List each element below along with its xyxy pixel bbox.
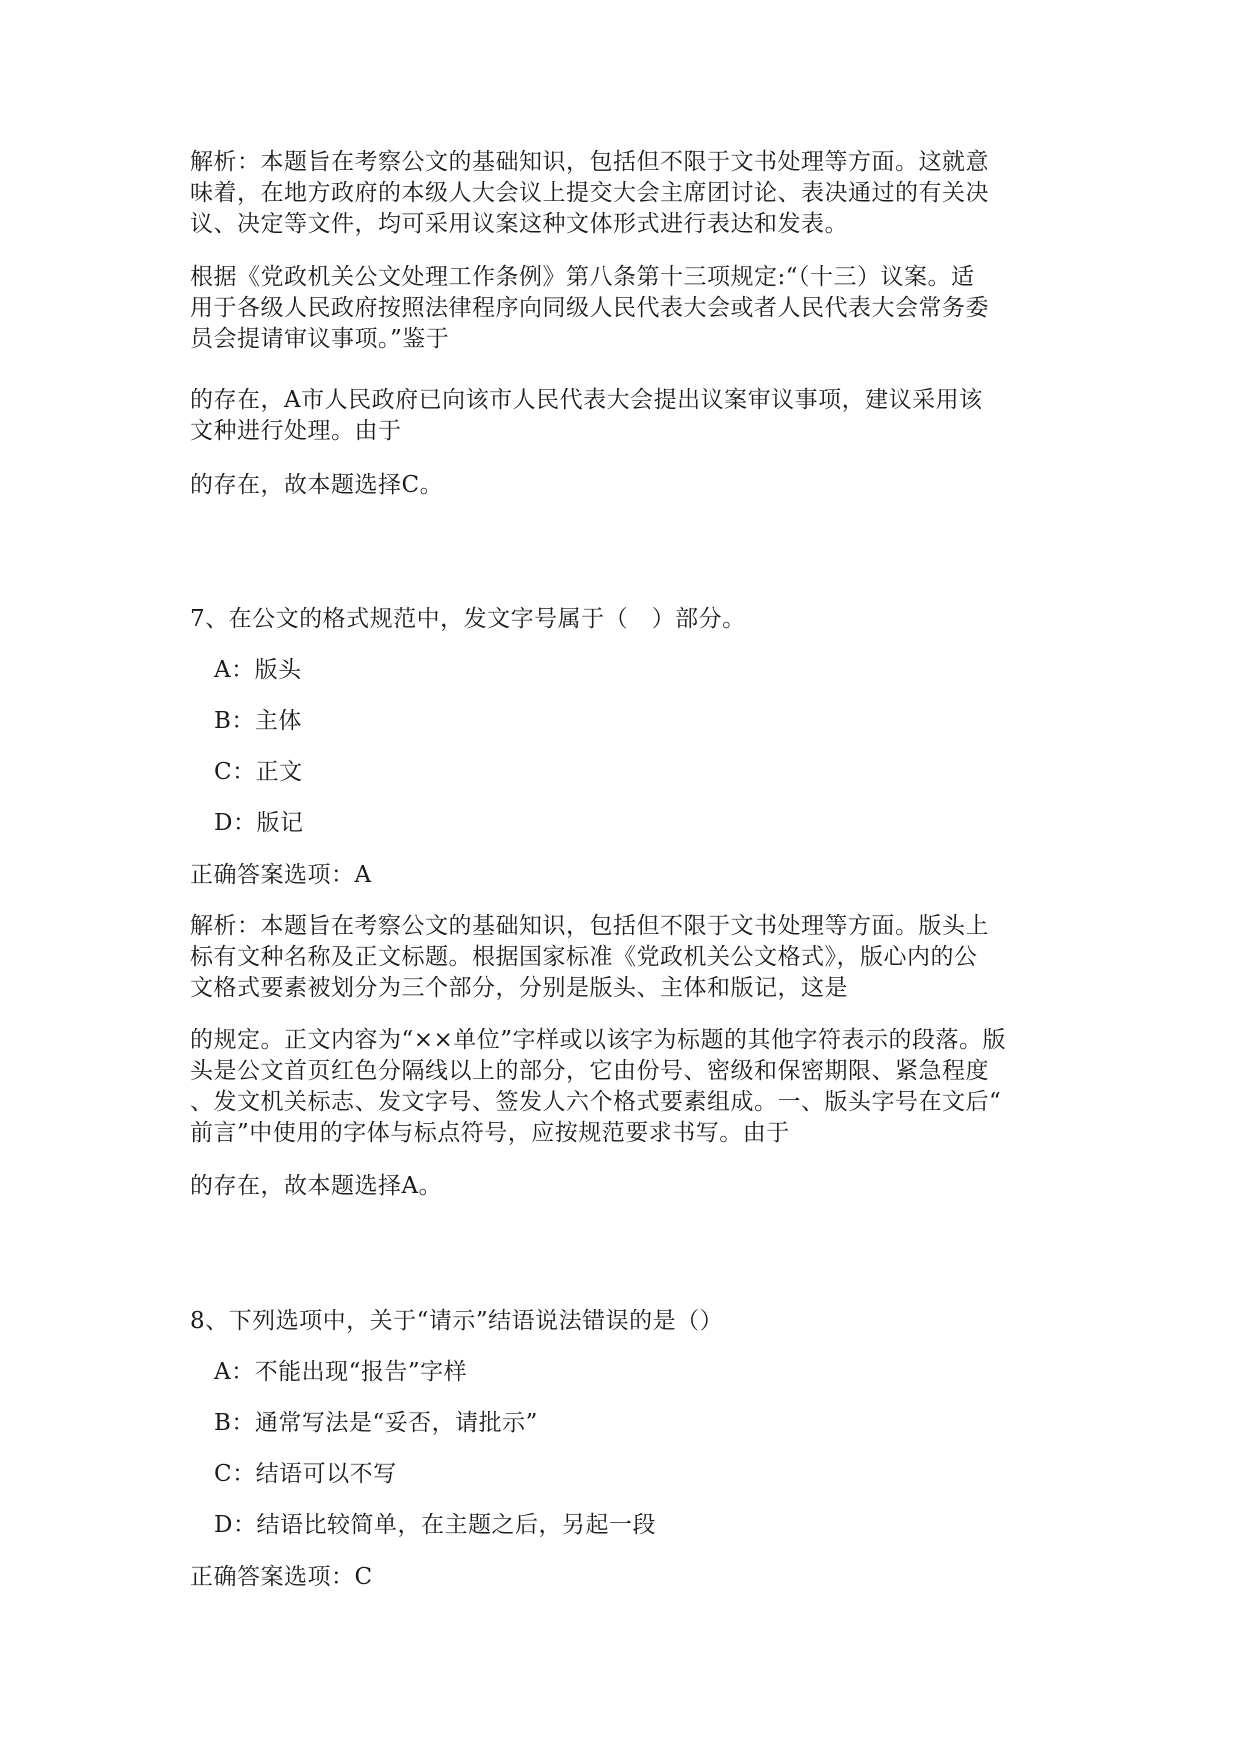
question-text: 8、下列选项中，关于“请示”结语说法错误的是（）: [190, 1308, 724, 1334]
text-line: 前言”中使用的字体与标点符号，应按规范要求书写。由于: [190, 1120, 790, 1146]
q8-question: [190, 1306, 1050, 1337]
text-line: 的规定。正文内容为“××单位”字样或以该字为标题的其他字符表示的段落。版: [190, 1027, 1007, 1053]
text-line: 味着，在地方政府的本级人大会议上提交大会主席团讨论、表决通过的有关决: [190, 180, 989, 206]
q6-existence-paragraph: [190, 385, 1050, 447]
q7-option-c: C：正文: [214, 759, 303, 785]
text-line: 解析：本题旨在考察公文的基础知识，包括但不限于文书处理等方面。版头上: [190, 913, 989, 939]
q8-option-c: C：结语可以不写: [214, 1461, 397, 1487]
text-line: 用于各级人民政府按照法律程序向同级人民代表大会或者人民代表大会常务委: [190, 295, 989, 321]
text-line: 解析：本题旨在考察公文的基础知识，包括但不限于文书处理等方面。这就意: [190, 149, 989, 175]
text-line: 的存在，故本题选择C。: [190, 472, 444, 498]
text-line: 文格式要素被划分为三个部分，分别是版头、主体和版记，这是: [190, 975, 848, 1001]
text-line: 议、决定等文件，均可采用议案这种文体形式进行表达和发表。: [190, 211, 848, 237]
q8-option-b: B：通常写法是“妥否，请批示”: [214, 1410, 538, 1436]
answer-text: 正确答案选项：A: [190, 862, 372, 888]
text-line: 、发文机关标志、发文字号、签发人六个格式要素组成。一、版头字号在文后“: [190, 1089, 1002, 1115]
q7-answer: [190, 860, 1050, 891]
text-line: 标有文种名称及正文标题。根据国家标准《党政机关公文格式》，版心内的公: [190, 944, 978, 970]
text-line: 员会提请审议事项。”鉴于: [190, 326, 450, 352]
q8-option-d: D：结语比较简单，在主题之后，另起一段: [214, 1512, 656, 1538]
q8-option-a: A：不能出现“报告”字样: [214, 1359, 468, 1385]
text-line: 文种进行处理。由于: [190, 418, 402, 444]
q6-analysis-paragraph: [190, 147, 1050, 240]
q7-rule-paragraph: [190, 1025, 1050, 1149]
text-line: 根据《党政机关公文处理工作条例》第八条第十三项规定:“（十三）议案。适: [190, 264, 975, 290]
text-line: 的存在，A市人民政府已向该市人民代表大会提出议案审议事项，建议采用该: [190, 387, 983, 413]
q7-analysis-paragraph: [190, 911, 1050, 1004]
q7-conclusion: [190, 1171, 1050, 1202]
q8-answer: [190, 1562, 1050, 1593]
q7-question: [190, 604, 1050, 635]
text-line: 头是公文首页红色分隔线以上的部分，它由份号、密级和保密期限、紧急程度: [190, 1058, 989, 1084]
q7-option-b: B：主体: [214, 708, 302, 734]
q7-option-a: A：版头: [214, 657, 302, 683]
q7-option-d: D：版记: [214, 810, 304, 836]
q6-basis-paragraph: [190, 262, 1050, 355]
question-text: 7、在公文的格式规范中，发文字号属于（ ）部分。: [190, 606, 746, 632]
answer-text: 正确答案选项：C: [190, 1564, 373, 1590]
text-line: 的存在，故本题选择A。: [190, 1173, 443, 1199]
q6-conclusion: [190, 470, 1050, 501]
